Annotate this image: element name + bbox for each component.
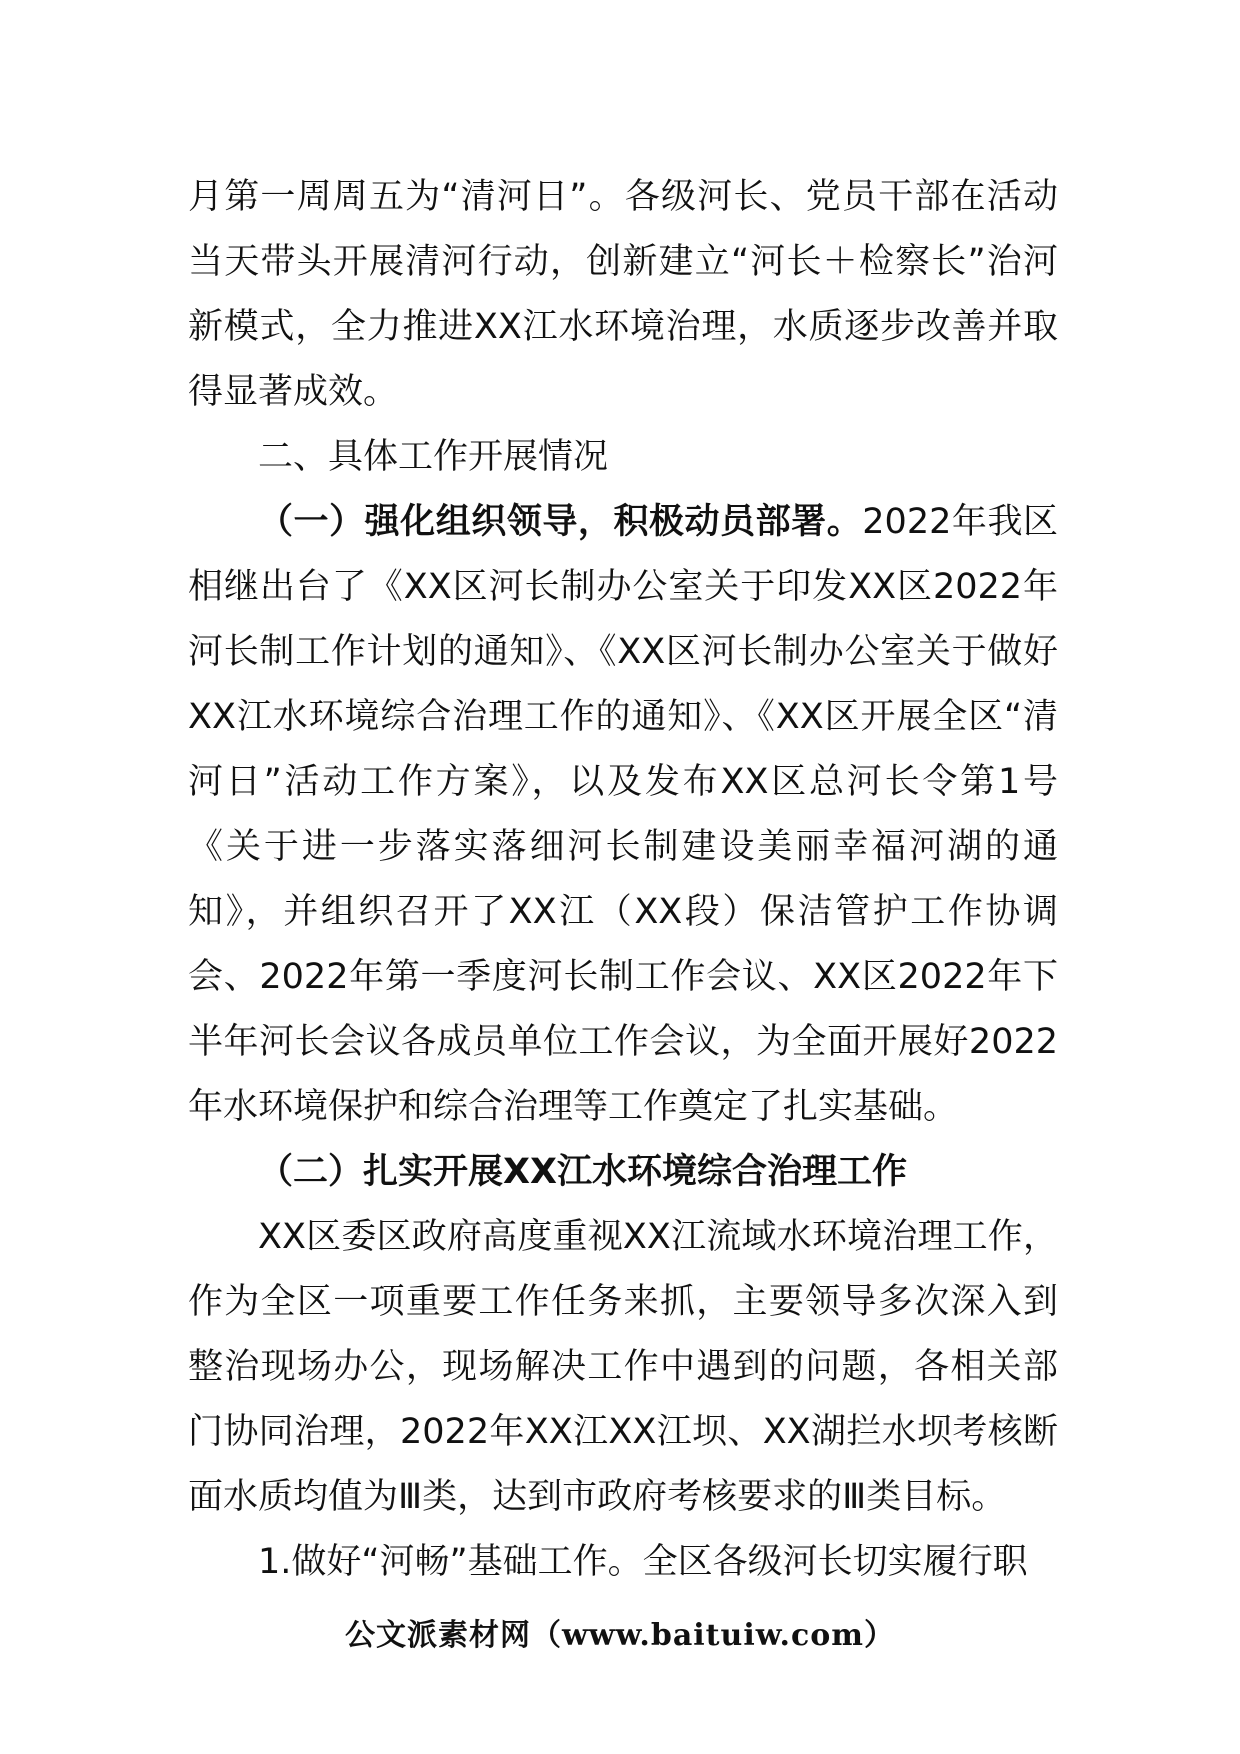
section-heading-2: 二、具体工作开展情况 <box>258 437 609 477</box>
paragraph-water-governance: XX区委区政府高度重视XX江流域水环境治理工作，作为全区一项重要工作任务来抓，主要领导多次深入到整治现场办公，现场解决工作中遇到的问题，各相关部门协同治理，2022年XX江XX江坝、XX湖拦水坝考核断面水质均值为Ⅲ类，达到市政府考核要求的Ⅲ类目标。 <box>188 1217 1058 1517</box>
paragraph-organization-text: 2022年我区相继出台了《XX区河长制办公室关于印发XX区2022年河长制工作计划的通知》、《XX区河长制办公室关于做好XX江水环境综合治理工作的通知》、《XX区开展全区“清河日”活动工作方案》，以及发布XX区总河长令第1号《关于进一步落实落细河长制建设美丽幸福河湖的通知》，并组织召开了XX江（XX段）保洁管护工作协调会、2022年第一季度河长制工作会议、XX区2022年下半年河长会议各成员单位工作会议，为全面开展好2022年水环境保护和综合治理等工作奠定了扎实基础。 <box>188 502 1058 1127</box>
paragraph-item-1: 1.做好“河畅”基础工作。全区各级河长切实履行职 <box>258 1542 1028 1582</box>
subheading-2 <box>188 1140 1058 1205</box>
document-body <box>188 165 1058 1595</box>
paragraph-organization-leadership <box>188 490 1058 1140</box>
subheading-1: （一）强化组织领导，积极动员部署。 <box>258 502 863 542</box>
footer-watermark: 公文派素材网（www.baituiw.com） <box>344 1618 896 1653</box>
paragraph-continuation: 月第一周周五为“清河日”。各级河长、党员干部在活动当天带头开展清河行动，创新建立“河长＋检察长”治河新模式，全力推进XX江水环境治理，水质逐步改善并取得显著成效。 <box>188 177 1058 412</box>
subheading-2-text: （二）扎实开展XX江水环境综合治理工作 <box>258 1152 907 1192</box>
